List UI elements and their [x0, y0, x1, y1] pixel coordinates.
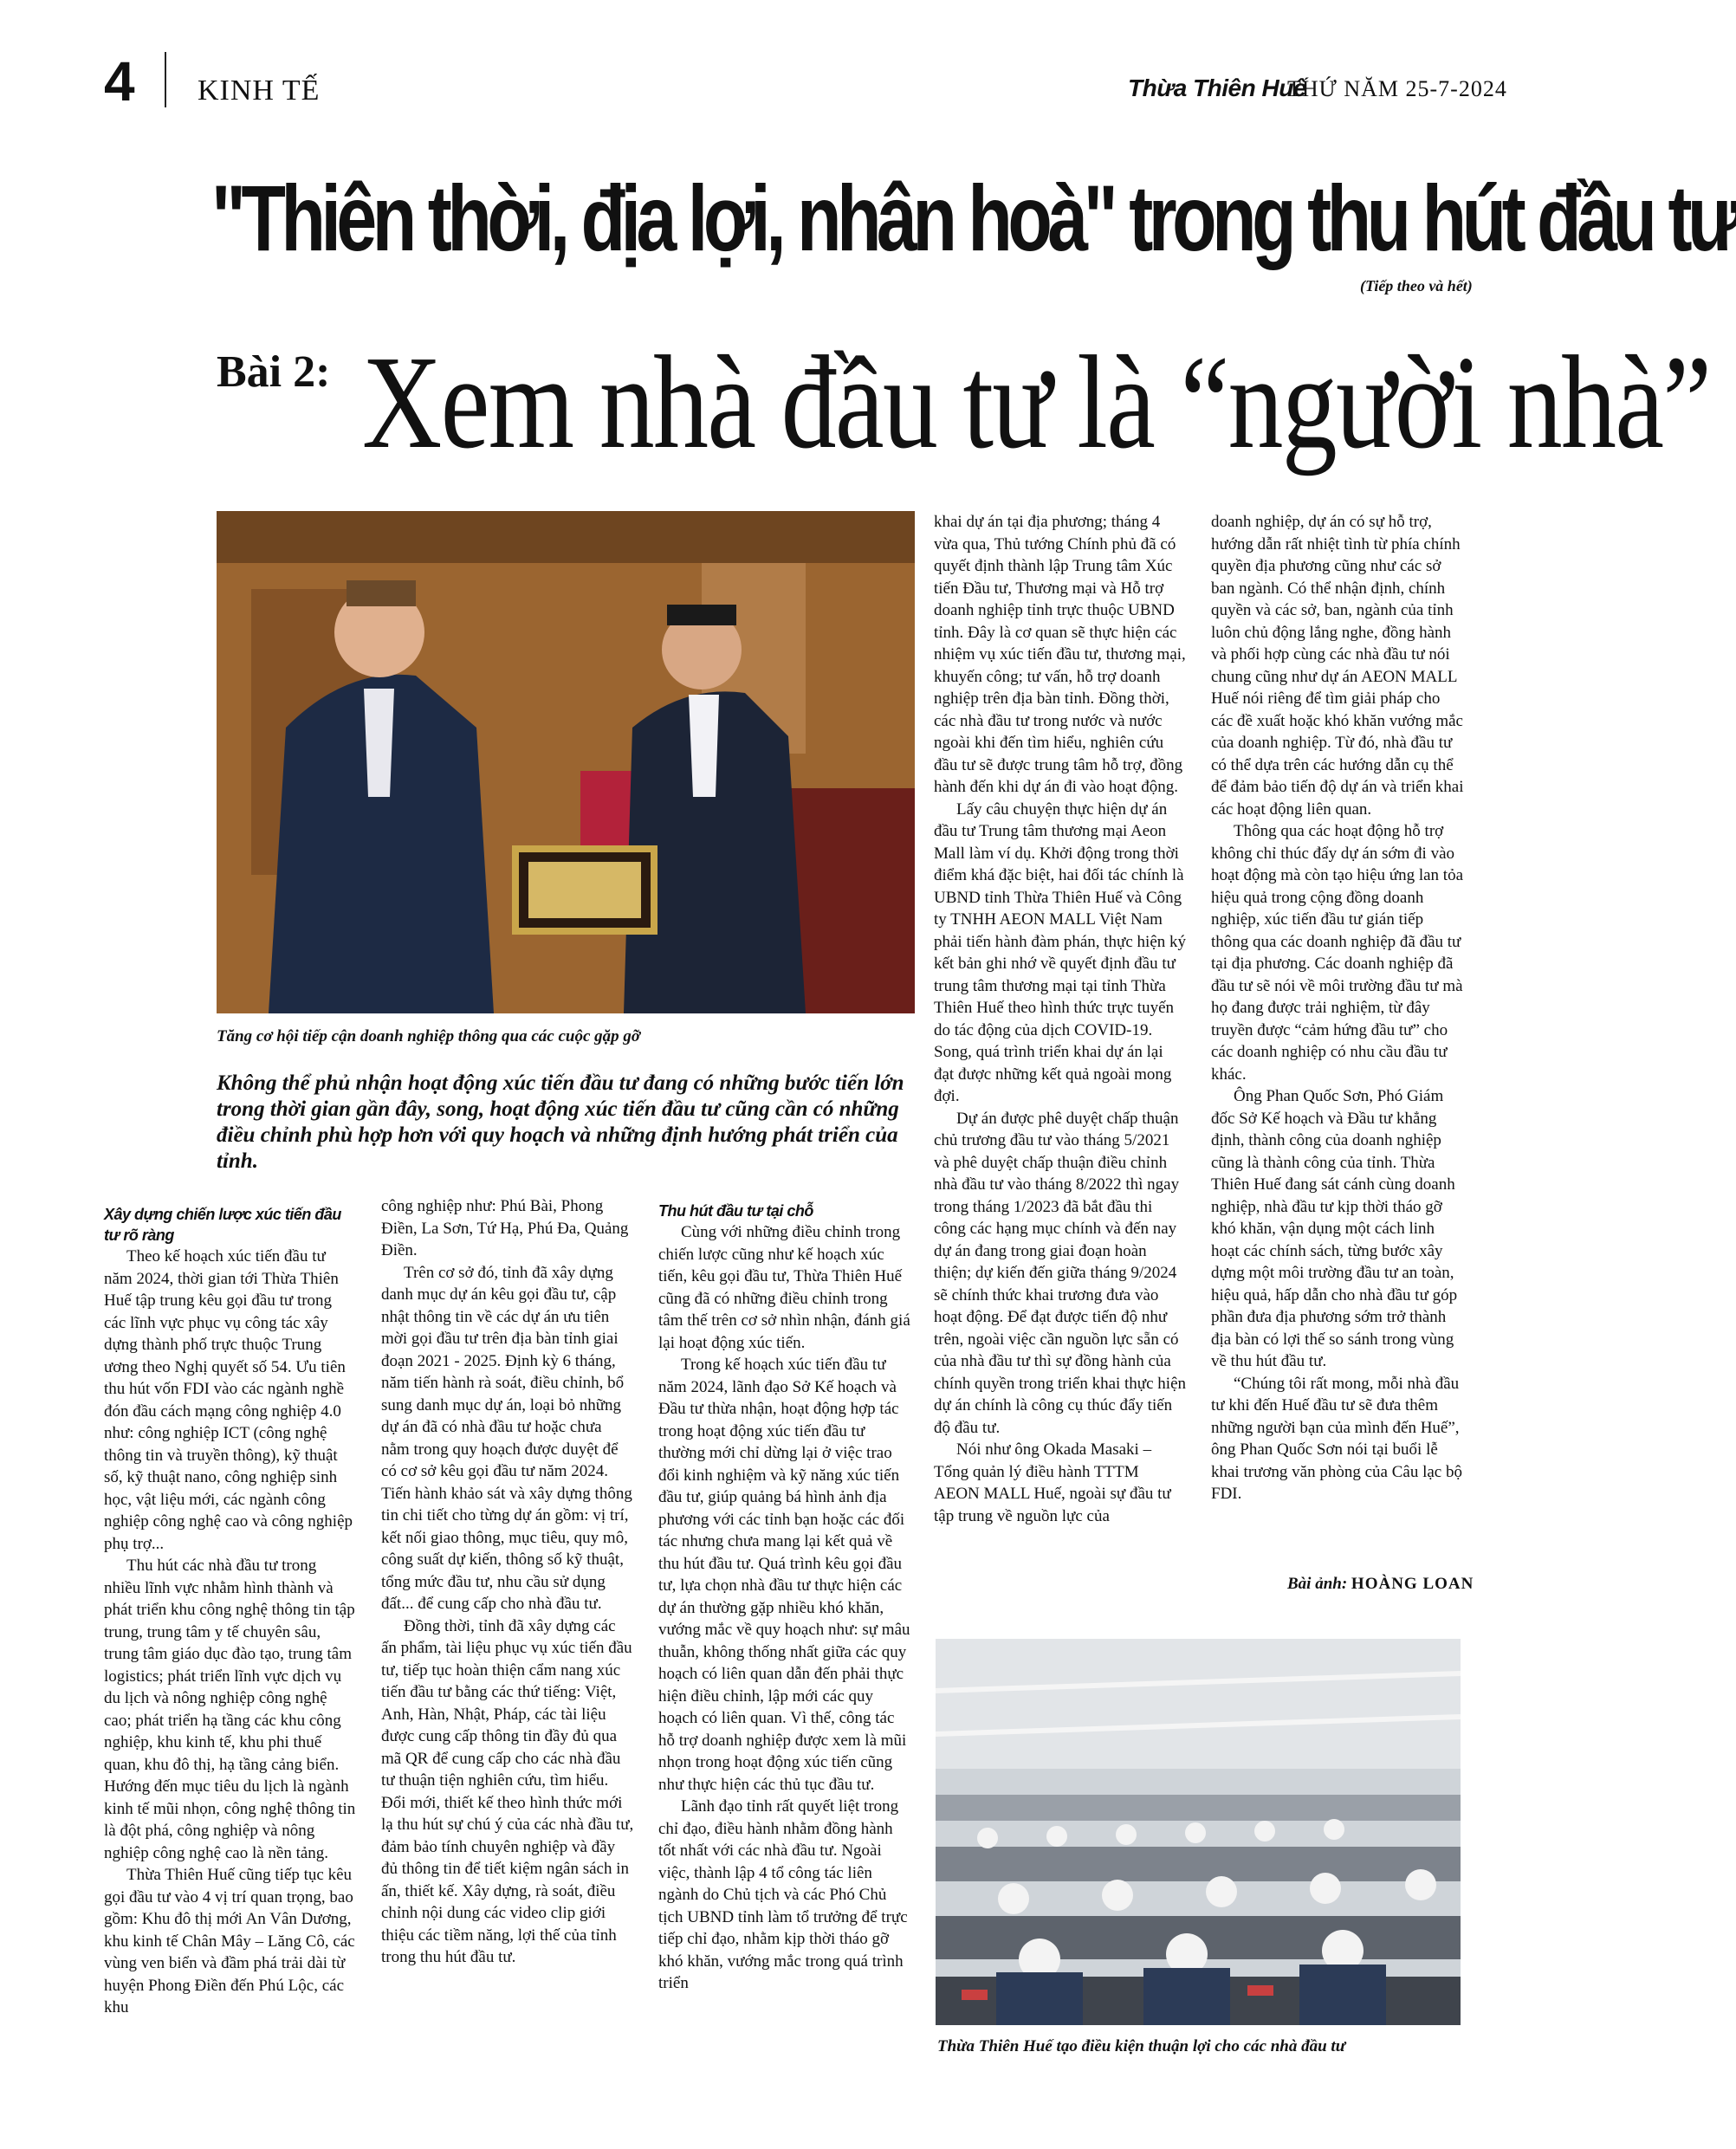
paragraph: Ông Phan Quốc Sơn, Phó Giám đốc Sở Kế hoạch và Đầu tư khẳng định, thành công của doanh nghiệp cũng là thành công của tỉnh. Thừa Thiên Huế đang sát cánh cùng doanh nghiệp, nhà đầu tư kịp thời tháo gỡ khó khăn, vận dụng một cách linh hoạt các chính sách, từng bước xây dựng một môi trường đầu tư an toàn, hiệu quả, hấp dẫn cho nhà đầu tư góp phần đưa địa phương sớm trở thành địa bàn có lợi thế so sánh trong vùng về thu hút đầu tư. — [1211, 1087, 1458, 1370]
article-column-2 — [381, 1195, 634, 1969]
paragraph: Lãnh đạo tỉnh rất quyết liệt trong chỉ đạo, điều hành nhằm đồng hành tốt nhất với các nhà đầu tư. Ngoài việc, thành lập 4 tổ công tác liên ngành do Chủ tịch và các Phó Chủ tịch UBND tỉnh làm tổ trưởng để trực tiếp chỉ đạo, nhằm kịp thời tháo gỡ khó khăn, vướng mắc trong quá trình triển — [658, 1797, 908, 1992]
paragraph: Nói như ông Okada Masaki – Tổng quản lý điều hành TTTM AEON MALL Huế, ngoài sự đầu tư tập trung về nguồn lực của — [934, 1440, 1171, 1525]
article-column-4 — [934, 511, 1187, 1527]
byline — [1287, 1575, 1474, 1594]
byline-label: Bài ảnh: — [1287, 1575, 1348, 1593]
paragraph: doanh nghiệp, dự án có sự hỗ trợ, hướng dẫn rất nhiệt tình từ phía chính quyền địa phương cũng như các sở ban ngành. Có thể nhận định, chính quyền và các sở, ban, ngành của tỉnh luôn chủ động lắng nghe, đồng hành và phối hợp cùng các nhà đầu tư nói chung cũng như dự án AEON MALL Huế nói riêng để tìm giải pháp cho các đề xuất hoặc khó khăn vướng mắc của doanh nghiệp. Từ đó, nhà đầu tư có thể dựa trên các hướng dẫn cụ thể để đảm bảo tiến độ dự án và triển khai các hoạt động liên quan. — [1211, 513, 1464, 819]
photo-meeting — [217, 511, 915, 1013]
paragraph: Đồng thời, tỉnh đã xây dựng các ấn phẩm, tài liệu phục vụ xúc tiến đầu tư, tiếp tục hoàn thiện cẩm nang xúc tiến đầu tư bằng các thứ tiếng: Việt, Anh, Hàn, Nhật, Pháp, các tài liệu được cung cấp thông tin đầy đủ qua mã QR để cung cấp cho các nhà đầu tư thuận tiện nghiên cứu, tìm hiểu. Đổi mới, thiết kế theo hình thức mới lạ thu hút sự chú ý của các nhà đầu tư, đảm bảo tính chuyên nghiệp và đầy đủ thông tin để tiết kiệm ngân sách in ấn, thiết kế. Xây dựng, rà soát, điều chỉnh nội dung các video clip giới thiệu các tiềm năng, lợi thế của tỉnh trong thu hút đầu tư. — [381, 1616, 634, 1966]
article-column-5 — [1211, 511, 1464, 1505]
paragraph: Cùng với những điều chỉnh trong chiến lược cũng như kế hoạch xúc tiến, kêu gọi đầu tư, Thừa Thiên Huế cũng đã có những điều chỉnh trong tâm thế trên cơ sở nhìn nhận, đánh giá lại hoạt động xúc tiến. — [658, 1223, 910, 1352]
article-column-1 — [104, 1204, 357, 2019]
paragraph: công nghiệp như: Phú Bài, Phong Điền, La Sơn, Tứ Hạ, Phú Đa, Quảng Điền. — [381, 1197, 629, 1259]
lead-paragraph: Không thể phủ nhận hoạt động xúc tiến đầu tư đang có những bước tiến lớn trong thời gian gần đây, song, hoạt động xúc tiến đầu tư cũng cần có những điều chỉnh phù hợp hơn với quy hoạch và những định hướng phát triển của tỉnh. — [217, 1071, 904, 1173]
paragraph: Theo kế hoạch xúc tiến đầu tư năm 2024, thời gian tới Thừa Thiên Huế tập trung kêu gọi đầu tư trong các lĩnh vực phục vụ công tác xây dựng thành phố trực thuộc Trung ương theo Nghị quyết số 54. Ưu tiên thu hút vốn FDI vào các ngành nghề đón đầu cách mạng công nghiệp 4.0 như: công nghiệp ICT (công nghệ thông tin và truyền thông), kỹ thuật số, kỹ thuật nano, công nghiệp sinh học, vật liệu mới, các ngành công nghiệp công nghệ cao và công nghiệp phụ trợ... — [104, 1247, 353, 1553]
subheading-strategy: Xây dựng chiến lược xúc tiến đầu tư rõ ràng — [104, 1206, 341, 1244]
paragraph: Thông qua các hoạt động hỗ trợ không chỉ thúc đẩy dự án sớm đi vào hoạt động mà còn tạo hiệu ứng lan tỏa hiệu quả trong cộng đồng doanh nghiệp, xúc tiến đầu tư gián tiếp thông qua các doanh nghiệp đã đầu tư tại địa phương. Các doanh nghiệp đã đầu tư sẽ nói về môi trường đầu tư mà họ đang được trải nghiệm, từ đây truyền được “cảm hứng đầu tư” cho các doanh nghiệp có nhu cầu đầu tư khác. — [1211, 822, 1464, 1084]
header-divider — [165, 52, 166, 107]
byline-author: HOÀNG LOAN — [1351, 1575, 1474, 1593]
photo-caption-factory: Thừa Thiên Huế tạo điều kiện thuận lợi cho các nhà đầu tư — [937, 2037, 1346, 2055]
paragraph: “Chúng tôi rất mong, mỗi nhà đầu tư khi đến Huế đầu tư sẽ đưa thêm những người bạn của mình đến Huế”, ông Phan Quốc Sơn nói tại buổi lễ khai trương văn phòng của Câu lạc bộ FDI. — [1211, 1374, 1462, 1503]
article-column-3 — [658, 1201, 911, 1995]
paragraph: khai dự án tại địa phương; tháng 4 vừa qua, Thủ tướng Chính phủ đã có quyết định thành lập Trung tâm Xúc tiến Đầu tư, Thương mại và Hỗ trợ doanh nghiệp tỉnh trực thuộc UBND tỉnh. Đây là cơ quan sẽ thực hiện các nhiệm vụ xúc tiến đầu tư, thương mại, khuyến công; tư vấn, hỗ trợ doanh nghiệp trên địa bàn tỉnh. Đồng thời, các nhà đầu tư trong nước và nước ngoài khi đến tìm hiểu, nghiên cứu đầu tư sẽ được trung tâm hỗ trợ, đồng hành đến khi dự án đi vào hoạt động. — [934, 513, 1186, 796]
newspaper-name: Thừa Thiên Huế — [1128, 74, 1306, 101]
page-number: 4 — [104, 50, 135, 113]
paragraph: Trong kế hoạch xúc tiến đầu tư năm 2024, lãnh đạo Sở Kế hoạch và Đầu tư thừa nhận, hoạt động hợp tác trong hoạt động xúc tiến đầu tư thường mới chỉ dừng lại ở việc trao đổi kinh nghiệm và kỹ năng xúc tiến đầu tư, giúp quảng bá hình ảnh địa phương với các tỉnh bạn hoặc các đối tác nhưng chưa mang lại kết quả về thu hút đầu tư. Quá trình kêu gọi đầu tư, lựa chọn nhà đầu tư thực hiện các dự án thường gặp nhiều khó khăn, vướng mắc về quy hoạch như: sự mâu thuẫn, không thống nhất giữa các quy hoạch có liên quan dẫn đến phải thực hiện điều chỉnh, lập mới các quy hoạch có liên quan. Vì thế, công tác hỗ trợ doanh nghiệp được xem là mũi nhọn trong hoạt động xúc tiến cũng như thực hiện các thủ tục đầu tư. — [658, 1356, 910, 1794]
factory-photo-illustration — [936, 1639, 1461, 2025]
continued-note: (Tiếp theo và hết) — [1360, 277, 1473, 295]
photo-caption-meeting: Tăng cơ hội tiếp cận doanh nghiệp thông qua các cuộc gặp gỡ — [217, 1027, 641, 1045]
paragraph: Thừa Thiên Huế cũng tiếp tục kêu gọi đầu tư vào 4 vị trí quan trọng, bao gồm: Khu đô thị mới An Vân Dương, khu kinh tế Chân Mây – Lăng Cô, các vùng ven biển và đầm phá trải dài từ huyện Phong Điền đến Phú Lộc, các khu — [104, 1866, 355, 2016]
paragraph: Thu hút các nhà đầu tư trong nhiều lĩnh vực nhằm hình thành và phát triển khu công nghệ thông tin tập trung, trung tâm y tế chuyên sâu, trung tâm giáo dục đào tạo, trung tâm logistics; phát triển lĩnh vực dịch vụ du lịch và nông nghiệp công nghệ cao; phát triển hạ tầng các khu công nghiệp, khu kinh tế, khu phi thuế quan, khu đô thị, hạ tầng cảng biển. Hướng đến mục tiêu du lịch là ngành kinh tế mũi nhọn, công nghệ thông tin là đột phá, công nghiệp và nông nghiệp công nghệ cao là nền tảng. — [104, 1557, 356, 1862]
section-name: KINH TẾ — [198, 74, 321, 107]
paragraph: Dự án được phê duyệt chấp thuận chủ trương đầu tư vào tháng 5/2021 và phê duyệt chấp thuận điều chỉnh nhà đầu tư vào tháng 8/2022 thì ngay trong tháng 1/2023 đã bắt đầu thi công các hạng mục chính và đến nay dự án đang trong giai đoạn hoàn thiện; dự kiến đến giữa tháng 9/2024 sẽ chính thức khai trương đưa vào hoạt động. Để đạt được tiến độ như trên, ngoài việc cần nguồn lực sẵn có của nhà đầu tư thì sự đồng hành của chính quyền trong triển khai thực hiện dự án chính là công cụ thúc đẩy tiến độ đầu tư. — [934, 1109, 1187, 1437]
part-label: Bài 2: — [217, 347, 331, 397]
paragraph: Lấy câu chuyện thực hiện dự án đầu tư Trung tâm thương mại Aeon Mall làm ví dụ. Khởi động trong thời điểm khá đặc biệt, hai đối tác chính là UBND tỉnh Thừa Thiên Huế và Công ty TNHH AEON MALL Việt Nam phải tiến hành đàm phán, thực hiện ký kết bản ghi nhớ về quyết định đầu tư trung tâm thương mại tại tỉnh Thừa Thiên Huế theo hình thức trực tuyến do tác động của dịch COVID-19. Song, quá trình triển khai dự án lại đạt được những kết quả ngoài mong đợi. — [934, 799, 1187, 1105]
meeting-photo-illustration — [217, 511, 915, 1013]
issue-date: THỨ NĂM 25-7-2024 — [1287, 76, 1507, 101]
photo-factory — [936, 1639, 1461, 2025]
series-title: "Thiên thời, địa lợi, nhân hoà" trong thu hút đầu tư — [211, 165, 1736, 270]
headline: Xem nhà đầu tư là “người nhà” — [362, 329, 1711, 476]
subheading-local-investment: Thu hút đầu tư tại chỗ — [658, 1202, 813, 1220]
paragraph: Trên cơ sở đó, tỉnh đã xây dựng danh mục dự án kêu gọi đầu tư, cập nhật thông tin về các dự án ưu tiên mời gọi đầu tư trên địa bàn tỉnh giai đoạn 2021 - 2025. Định kỳ 6 tháng, năm tiến hành rà soát, điều chỉnh, bổ sung danh mục dự án, loại bỏ những dự án đã có nhà đầu tư hoặc chưa nằm trong quy hoạch được duyệt để có cơ sở kêu gọi đầu tư năm 2024. Tiến hành khảo sát và xây dựng thông tin chi tiết cho từng dự án gồm: vị trí, kết nối giao thông, mục tiêu, quy mô, công suất dự kiến, thông số kỹ thuật, tổng mức đầu tư, nhu cầu sử dụng đất... để cung cấp cho nhà đầu tư. — [381, 1263, 632, 1613]
